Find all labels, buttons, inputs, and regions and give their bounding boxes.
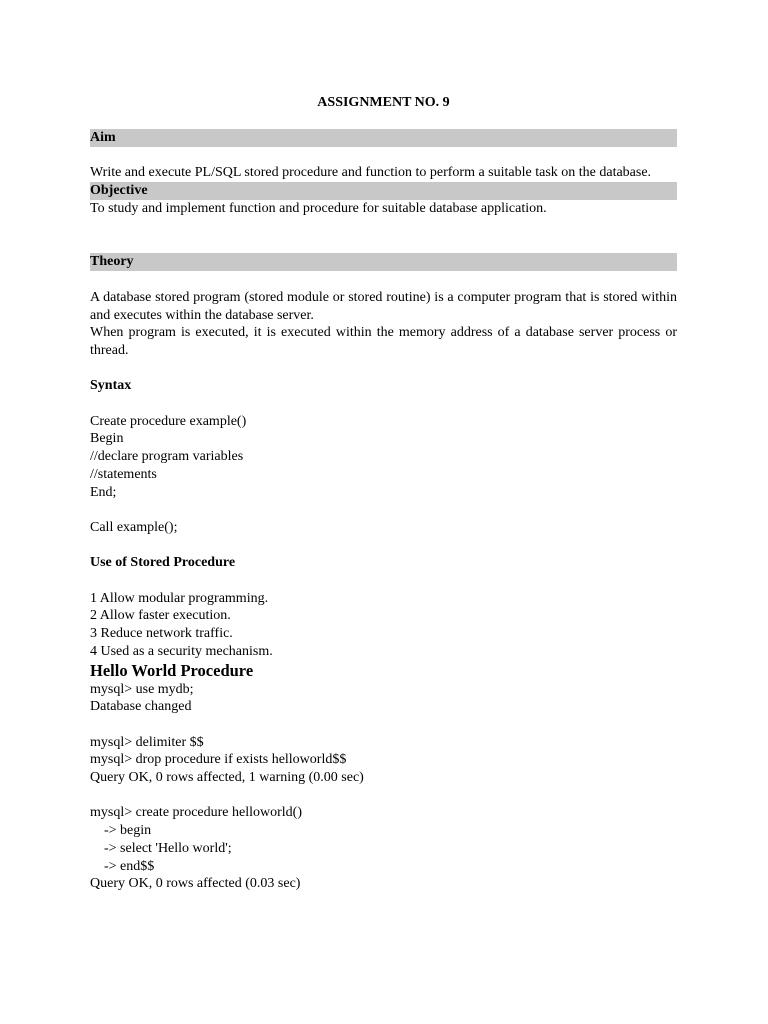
- syntax-line: //declare program variables: [90, 449, 244, 465]
- code-line: mysql> delimiter $$: [90, 734, 204, 750]
- spacer: [90, 537, 677, 555]
- code-line: Query OK, 0 rows affected (0.03 sec): [90, 876, 301, 892]
- code-line-indented: -> select 'Hello world';: [104, 840, 232, 856]
- objective-heading: Objective: [90, 182, 677, 200]
- code-line: Database changed: [90, 699, 192, 715]
- syntax-line: End;: [90, 484, 117, 500]
- spacer: [90, 271, 677, 289]
- aim-heading: Aim: [90, 129, 677, 147]
- spacer: [90, 716, 677, 734]
- uses-heading: Use of Stored Procedure: [90, 555, 236, 571]
- syntax-line: Begin: [90, 431, 124, 447]
- theory-paragraph-1: A database stored program (stored module or stored routine) is a computer program that is stored within and executes within the database server.: [90, 289, 677, 323]
- syntax-line: Create procedure example(): [90, 413, 247, 429]
- hello-world-heading: Hello World Procedure: [90, 660, 254, 680]
- syntax-line: //statements: [90, 466, 157, 482]
- uses-list-item: 3 Reduce network traffic.: [90, 626, 233, 642]
- spacer: [90, 787, 677, 805]
- uses-list-item: 1 Allow modular programming.: [90, 590, 269, 606]
- uses-list-item: 2 Allow faster execution.: [90, 608, 231, 624]
- assignment-title: ASSIGNMENT NO. 9: [317, 95, 450, 110]
- objective-text: To study and implement function and procedure for suitable database application.: [90, 201, 547, 217]
- uses-list-item: 4 Used as a security mechanism.: [90, 643, 273, 659]
- spacer: [90, 147, 677, 165]
- spacer: [90, 395, 677, 413]
- code-line: mysql> drop procedure if exists helloworld$$: [90, 752, 347, 768]
- theory-heading: Theory: [90, 253, 677, 271]
- spacer: [90, 501, 677, 519]
- spacer: [90, 572, 677, 590]
- spacer: [90, 218, 677, 253]
- code-line-indented: -> begin: [104, 823, 152, 839]
- syntax-heading: Syntax: [90, 378, 132, 394]
- document-content: [90, 94, 677, 893]
- aim-text: Write and execute PL/SQL stored procedure and function to perform a suitable task on the database.: [90, 165, 652, 181]
- syntax-call-line: Call example();: [90, 519, 178, 535]
- spacer: [90, 360, 677, 378]
- code-line: mysql> create procedure helloworld(): [90, 805, 302, 821]
- code-line-indented: -> end$$: [104, 858, 155, 874]
- theory-paragraph-2: When program is executed, it is executed within the memory address of a database server process or thread.: [90, 325, 677, 358]
- code-line: Query OK, 0 rows affected, 1 warning (0.00 sec): [90, 770, 364, 786]
- code-line: mysql> use mydb;: [90, 681, 194, 697]
